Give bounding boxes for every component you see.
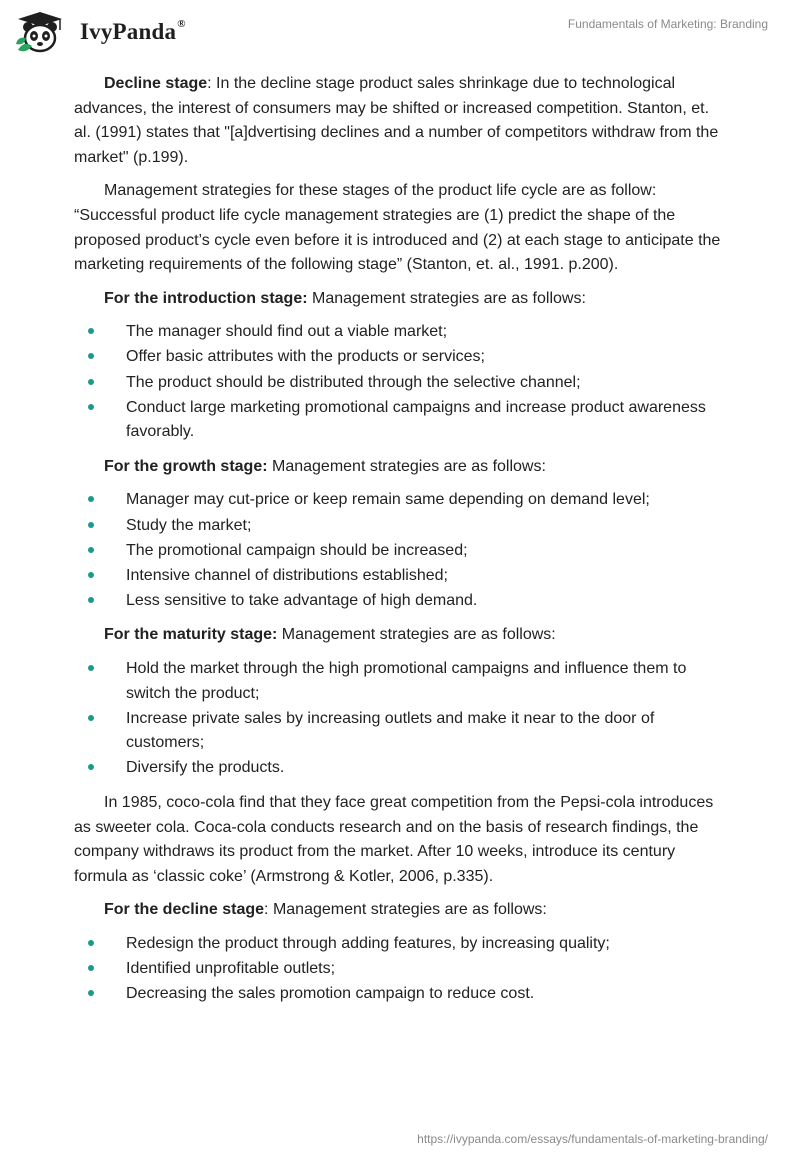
growth-stage-text: Management strategies are as follows:	[267, 457, 546, 475]
bullet-icon	[88, 940, 94, 946]
maturity-stage-label: For the maturity stage:	[104, 626, 278, 644]
list-item-text: Diversify the products.	[126, 759, 285, 777]
bullet-icon	[88, 496, 94, 502]
growth-strategies-list	[74, 488, 730, 613]
list-item	[74, 539, 730, 564]
decline-strategies-heading	[74, 898, 730, 923]
bullet-icon	[88, 379, 94, 385]
bullet-icon	[88, 965, 94, 971]
list-item	[74, 756, 730, 781]
decline-stage-paragraph	[74, 72, 730, 170]
list-item-text: Redesign the product through adding features, by increasing quality;	[126, 934, 610, 952]
bullet-icon	[88, 404, 94, 410]
list-item-text: Hold the market through the high promotional campaigns and influence them to switch the product;	[126, 659, 687, 702]
bullet-icon	[88, 597, 94, 603]
document-title: Fundamentals of Marketing: Branding	[567, 17, 768, 31]
registered-mark: ®	[177, 18, 186, 31]
bullet-icon	[88, 522, 94, 528]
brand-text: IvyPanda	[80, 19, 177, 44]
bullet-icon	[88, 764, 94, 770]
list-item-text: The product should be distributed through the selective channel;	[126, 373, 581, 391]
decline-strategies-label: For the decline stage	[104, 901, 265, 919]
bullet-icon	[88, 547, 94, 553]
list-item-text: Increase private sales by increasing outlets and make it near to the door of customers;	[126, 709, 655, 752]
introduction-stage-text: Management strategies are as follows:	[307, 289, 586, 307]
list-item-text: Decreasing the sales promotion campaign to reduce cost.	[126, 985, 535, 1003]
brand-name[interactable]	[80, 19, 186, 45]
maturity-stage-heading	[74, 623, 730, 648]
list-item	[74, 932, 730, 957]
list-item	[74, 345, 730, 370]
list-item-text: Conduct large marketing promotional campaigns and increase product awareness favorably.	[126, 398, 706, 441]
page-header	[0, 0, 800, 64]
introduction-stage-heading	[74, 287, 730, 312]
list-item	[74, 371, 730, 396]
decline-stage-text: : In the decline stage product sales shrinkage due to technological advances, the interest of consumers may be shifted or increased competition. Stanton, et. al. (1991) states that "[a]dvertising declines and a number of competitors withdraw from the market" (p.199).	[74, 75, 719, 166]
list-item	[74, 396, 730, 445]
growth-stage-heading	[74, 455, 730, 480]
bullet-icon	[88, 665, 94, 671]
introduction-stage-label: For the introduction stage:	[104, 289, 308, 307]
ivypanda-logo-icon[interactable]	[14, 10, 78, 58]
list-item	[74, 957, 730, 982]
bullet-icon	[88, 328, 94, 334]
list-item-text: Study the market;	[126, 516, 252, 534]
list-item-text: Less sensitive to take advantage of high demand.	[126, 591, 478, 609]
list-item	[74, 982, 730, 1007]
maturity-strategies-list	[74, 657, 730, 781]
source-url-link[interactable]: https://ivypanda.com/essays/fundamentals-of-marketing-branding/	[417, 1132, 768, 1146]
bullet-icon	[88, 715, 94, 721]
list-item	[74, 488, 730, 513]
growth-stage-label: For the growth stage:	[104, 457, 268, 475]
list-item	[74, 320, 730, 345]
list-item	[74, 707, 730, 756]
decline-stage-label: Decline stage	[104, 75, 208, 92]
maturity-stage-text: Management strategies are as follows:	[277, 626, 556, 644]
list-item	[74, 657, 730, 706]
introduction-strategies-list	[74, 320, 730, 444]
list-item-text: The promotional campaign should be increased;	[126, 541, 468, 559]
strategies-paragraph: Management strategies for these stages of the product life cycle are as follow: “Successful product life cycle management strategies are (1) predict the shape of the proposed product’s cycle even before it is introduced and (2) at each stage to anticipate the marketing requirements of the following stage” (Stanton, et. al., 1991. p.200).	[74, 182, 721, 274]
bullet-icon	[88, 353, 94, 359]
list-item	[74, 564, 730, 589]
list-item-text: Intensive channel of distributions established;	[126, 566, 448, 584]
decline-strategies-text: : Management strategies are as follows:	[264, 901, 547, 919]
list-item-text: The manager should find out a viable market;	[126, 323, 448, 341]
list-item-text: Offer basic attributes with the products or services;	[126, 348, 485, 366]
essay-body	[74, 72, 730, 1017]
list-item-text: Identified unprofitable outlets;	[126, 960, 336, 977]
bullet-icon	[88, 990, 94, 996]
bullet-icon	[88, 572, 94, 578]
list-item	[74, 589, 730, 614]
coca-cola-paragraph: In 1985, coco-cola find that they face great competition from the Pepsi-cola introduces as sweeter cola. Coca-cola conducts research and on the basis of research findings, the company withdraws its product from the market. After 10 weeks, introduce its century formula as ‘classic coke’ (Armstrong & Kotler, 2006, p.335).	[74, 793, 714, 885]
decline-strategies-list	[74, 932, 730, 1007]
list-item	[74, 514, 730, 539]
list-item-text: Manager may cut-price or keep remain same depending on demand level;	[126, 491, 650, 509]
